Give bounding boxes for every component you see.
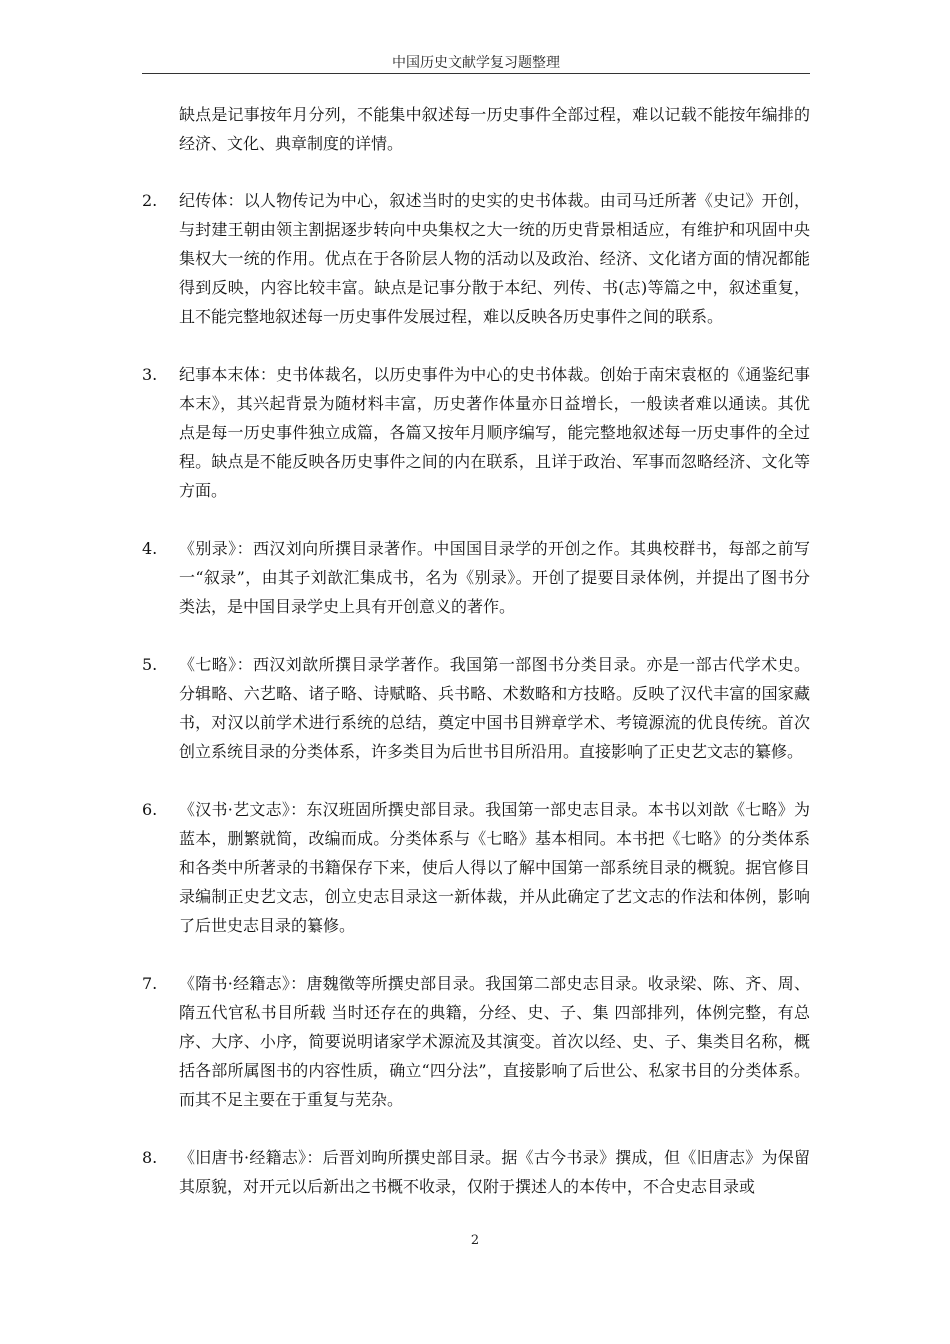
list-item-number: 7. [142, 974, 158, 993]
list-item [142, 534, 810, 621]
list-item-text: 《旧唐书·经籍志》：后晋刘昫所撰史部目录。据《古今书录》撰成，但《旧唐志》为保留其原貌，对开元以后新出之书概不收录，仅附于撰述人的本传中，不合史志目录或 [179, 1148, 810, 1196]
page-number: 2 [470, 1233, 480, 1248]
list-item [142, 1143, 810, 1201]
list-item-number: 4. [142, 539, 158, 558]
list-item-text: 《隋书·经籍志》：唐魏徵等所撰史部目录。我国第二部史志目录。收录梁、陈、齐、周、隋五代官私书目所载 当时还存在的典籍，分经、史、子、集 四部排列，体例完整，有总序、大序、小序，简要说明诸家学术源流及其演变。首次以经、史、子、集类目名称，概括各部所属图书的内容性质，确立“四分法”，直接影响了后世公、私家书目的分类体系。而其不足主要在于重复与芜杂。 [179, 974, 810, 1109]
header-divider [142, 73, 810, 74]
list-item [142, 186, 810, 331]
list-item-number: 8. [142, 1148, 158, 1167]
list-item-text: 《七略》：西汉刘歆所撰目录学著作。我国第一部图书分类目录。亦是一部古代学术史。分辑略、六艺略、诸子略、诗赋略、兵书略、术数略和方技略。反映了汉代丰富的国家藏书，对汉以前学术进行系统的总结，奠定中国书目辨章学术、考镜源流的优良传统。首次创立系统目录的分类体系，许多类目为后世书目所沿用。直接影响了正史艺文志的纂修。 [179, 655, 810, 761]
page-header-title: 中国历史文献学复习题整理 [392, 55, 560, 71]
list-item-number: 2. [142, 191, 158, 210]
list-item-text: 《汉书·艺文志》：东汉班固所撰史部目录。我国第一部史志目录。本书以刘歆《七略》为蓝本，删繁就简，改编而成。分类体系与《七略》基本相同。本书把《七略》的分类体系和各类中所著录的书籍保存下来，使后人得以了解中国第一部系统目录的概貌。据官修目录编制正史艺文志，创立史志目录这一新体裁，并从此确定了艺文志的作法和体例，影响了后世史志目录的纂修。 [179, 800, 810, 935]
document-body [142, 100, 810, 1201]
list-item-number: 3. [142, 365, 158, 384]
intro-paragraph: 缺点是记事按年月分列，不能集中叙述每一历史事件全部过程，难以记载不能按年编排的经济、文化、典章制度的详情。 [179, 105, 810, 153]
list-item-number: 6. [142, 800, 158, 819]
list-item [142, 795, 810, 940]
list-item-text: 纪传体：以人物传记为中心，叙述当时的史实的史书体裁。由司马迁所著《史记》开创，与封建王朝由领主割据逐步转向中央集权之大一统的历史背景相适应，有维护和巩固中央集权大一统的作用。优点在于各阶层人物的活动以及政治、经济、文化诸方面的情况都能得到反映，内容比较丰富。缺点是记事分散于本纪、列传、书(志)等篇之中，叙述重复，且不能完整地叙述每一历史事件发展过程，难以反映各历史事件之间的联系。 [179, 191, 810, 326]
list-item [142, 650, 810, 766]
list-item-text: 《别录》：西汉刘向所撰目录著作。中国国目录学的开创之作。其典校群书，每部之前写一“叙录”，由其子刘歆汇集成书，名为《别录》。开创了提要目录体例，并提出了图书分类法，是中国目录学史上具有开创意义的著作。 [179, 539, 810, 616]
list-item-text: 纪事本末体：史书体裁名，以历史事件为中心的史书体裁。创始于南宋袁枢的《通鉴纪事本末》，其兴起背景为随材料丰富，历史著作体量亦日益增长，一般读者难以通读。其优点是每一历史事件独立成篇，各篇又按年月顺序编写，能完整地叙述每一历史事件的全过程。缺点是不能反映各历史事件之间的内在联系，且详于政治、军事而忽略经济、文化等方面。 [179, 365, 810, 500]
list-item [142, 360, 810, 505]
list-item-number: 5. [142, 655, 158, 674]
list-item [142, 969, 810, 1114]
